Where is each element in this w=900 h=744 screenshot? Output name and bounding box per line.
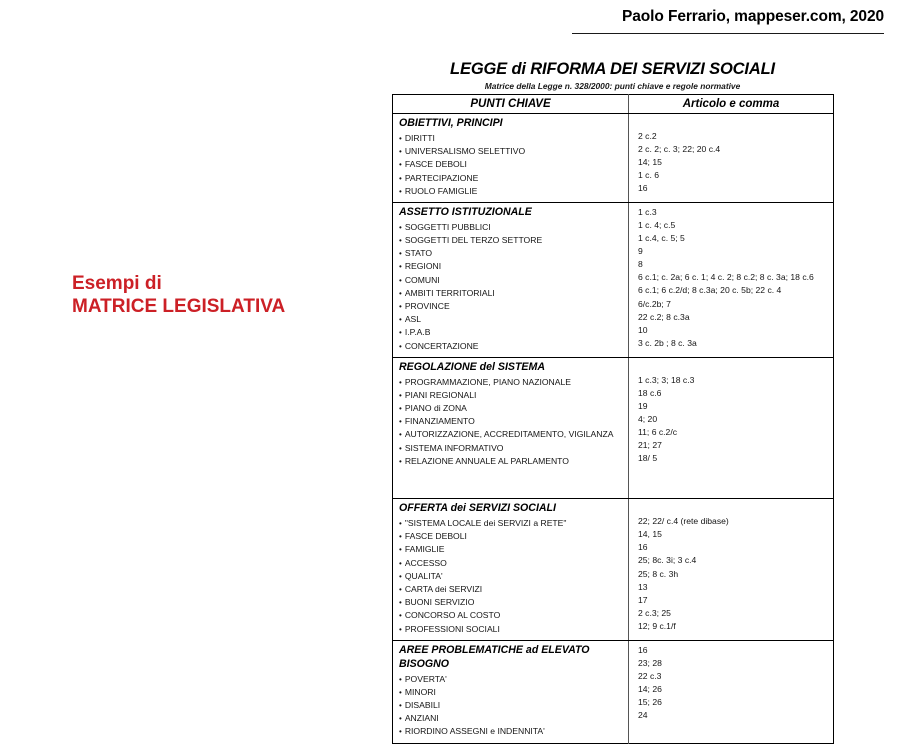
list-item: • AUTORIZZAZIONE, ACCREDITAMENTO, VIGILANZA bbox=[399, 428, 624, 441]
article-reference: 22; 22/ c.4 (rete dibase) bbox=[638, 516, 729, 527]
list-item: • PIANO di ZONA bbox=[399, 402, 624, 415]
section-title: OFFERTA dei SERVIZI SOCIALI bbox=[399, 502, 556, 515]
article-reference: 12; 9 c.1/f bbox=[638, 620, 676, 631]
article-reference: 19 bbox=[638, 401, 648, 412]
matrix-title: LEGGE di RIFORMA DEI SERVIZI SOCIALI bbox=[450, 60, 775, 78]
list-item: • FINANZIAMENTO bbox=[399, 415, 624, 428]
list-item: • CONCORSO AL COSTO bbox=[399, 609, 624, 622]
section-item-list bbox=[399, 517, 624, 636]
table-row bbox=[393, 114, 834, 203]
section-key-cell bbox=[393, 640, 629, 743]
section-article-list bbox=[638, 644, 829, 723]
list-item: • ASL bbox=[399, 313, 624, 326]
section-key-cell bbox=[393, 202, 629, 357]
list-item: • PARTECIPAZIONE bbox=[399, 172, 624, 185]
article-reference: 16 bbox=[638, 644, 648, 655]
list-item: • COMUNI bbox=[399, 274, 624, 287]
article-reference: 6 c.1; c. 2a; 6 c. 1; 4 c. 2; 8 c.2; 8 c. 3a; 18 c.6 bbox=[638, 272, 814, 283]
section-spacer bbox=[399, 468, 624, 494]
article-reference: 22 c.3 bbox=[638, 670, 662, 681]
section-article-list bbox=[638, 117, 829, 196]
article-reference: 6 c.1; 6 c.2/d; 8 c.3a; 20 c. 5b; 22 c. 4 bbox=[638, 285, 782, 296]
section-article-list bbox=[638, 206, 829, 350]
section-key-cell bbox=[393, 114, 629, 203]
section-article-cell bbox=[629, 499, 834, 641]
article-reference: 14, 15 bbox=[638, 529, 662, 540]
article-reference: 14; 26 bbox=[638, 683, 662, 694]
list-item: • BUONI SERVIZIO bbox=[399, 596, 624, 609]
list-item: • "SISTEMA LOCALE dei SERVIZI a RETE" bbox=[399, 517, 624, 530]
list-item: • DIRITTI bbox=[399, 132, 624, 145]
article-reference: 25; 8 c. 3h bbox=[638, 568, 679, 579]
legislative-matrix-figure bbox=[392, 60, 833, 744]
article-reference: 18/ 5 bbox=[638, 453, 658, 464]
list-item: • QUALITA' bbox=[399, 570, 624, 583]
list-item: • PROGRAMMAZIONE, PIANO NAZIONALE bbox=[399, 376, 624, 389]
list-item: • CARTA dei SERVIZI bbox=[399, 583, 624, 596]
list-item: • UNIVERSALISMO SELETTIVO bbox=[399, 145, 624, 158]
list-item: • RELAZIONE ANNUALE AL PARLAMENTO bbox=[399, 455, 624, 468]
section-title: REGOLAZIONE del SISTEMA bbox=[399, 360, 545, 373]
article-reference: 21; 27 bbox=[638, 440, 662, 451]
credit-divider bbox=[572, 33, 884, 34]
article-reference bbox=[638, 502, 829, 515]
section-article-cell bbox=[629, 357, 834, 498]
article-reference: 15; 26 bbox=[638, 697, 662, 708]
section-article-cell bbox=[629, 202, 834, 357]
article-reference: 9 bbox=[638, 246, 643, 257]
list-item: • SOGGETTI DEL TERZO SETTORE bbox=[399, 234, 624, 247]
table-header-row bbox=[393, 95, 834, 114]
list-item: • ANZIANI bbox=[399, 712, 624, 725]
article-reference: 24 bbox=[638, 710, 648, 721]
section-article-cell bbox=[629, 114, 834, 203]
article-reference bbox=[638, 361, 829, 374]
article-reference: 1 c. 6 bbox=[638, 170, 660, 181]
section-spacer bbox=[638, 466, 829, 492]
article-reference: 14; 15 bbox=[638, 157, 662, 168]
section-title: ASSETTO ISTITUZIONALE bbox=[399, 205, 532, 218]
list-item: • SISTEMA INFORMATIVO bbox=[399, 442, 624, 455]
list-item: • FASCE DEBOLI bbox=[399, 530, 624, 543]
section-title: OBIETTIVI, PRINCIPI bbox=[399, 117, 503, 129]
section-key-cell bbox=[393, 499, 629, 641]
table-row bbox=[393, 640, 834, 743]
article-reference: 23; 28 bbox=[638, 657, 662, 668]
table-row bbox=[393, 499, 834, 641]
section-item-list bbox=[399, 376, 624, 468]
list-item: • PIANI REGIONALI bbox=[399, 389, 624, 402]
article-reference: 17 bbox=[638, 594, 648, 605]
article-reference: 2 c. 2; c. 3; 22; 20 c.4 bbox=[638, 144, 721, 155]
table-body bbox=[393, 114, 834, 744]
table-row bbox=[393, 202, 834, 357]
column-header-punti-chiave: PUNTI CHIAVE bbox=[393, 95, 629, 114]
list-item: • ACCESSO bbox=[399, 557, 624, 570]
article-reference: 1 c. 4; c.5 bbox=[638, 220, 676, 230]
caption-line-2: MATRICE LEGISLATIVA bbox=[72, 296, 286, 318]
article-reference: 1 c.3; 3; 18 c.3 bbox=[638, 374, 695, 385]
column-header-articolo-comma: Articolo e comma bbox=[629, 95, 834, 114]
list-item: • CONCERTAZIONE bbox=[399, 340, 624, 353]
article-reference: 2 c.3; 25 bbox=[638, 607, 671, 618]
list-item: • DISABILI bbox=[399, 699, 624, 712]
article-reference: 8 bbox=[638, 259, 643, 270]
list-item: • RUOLO FAMIGLIE bbox=[399, 185, 624, 198]
matrix-subtitle: Matrice della Legge n. 328/2000: punti chiave e regole normative bbox=[484, 81, 741, 91]
list-item: • STATO bbox=[399, 247, 624, 260]
list-item: • REGIONI bbox=[399, 260, 624, 273]
article-reference: 4; 20 bbox=[638, 414, 658, 425]
article-reference: 16 bbox=[638, 542, 648, 553]
list-item: • PROVINCE bbox=[399, 300, 624, 313]
article-reference: 13 bbox=[638, 581, 648, 592]
article-reference: 16 bbox=[638, 183, 648, 194]
table-row bbox=[393, 357, 834, 498]
list-item: • PROFESSIONI SOCIALI bbox=[399, 623, 624, 636]
list-item: • FASCE DEBOLI bbox=[399, 158, 624, 171]
credit-text: Paolo Ferrario, mappeser.com, 2020 bbox=[622, 8, 884, 25]
list-item: • AMBITI TERRITORIALI bbox=[399, 287, 624, 300]
section-key-cell bbox=[393, 357, 629, 498]
list-item: • SOGGETTI PUBBLICI bbox=[399, 221, 624, 234]
section-item-list bbox=[399, 673, 624, 739]
article-reference: 1 c.3 bbox=[638, 206, 657, 217]
list-item: • MINORI bbox=[399, 686, 624, 699]
article-reference: 10 bbox=[638, 324, 648, 335]
section-article-cell bbox=[629, 640, 834, 743]
list-item: • POVERTA' bbox=[399, 673, 624, 686]
article-reference: 6/c.2b; 7 bbox=[638, 298, 671, 309]
article-reference: 25; 8c. 3i; 3 c.4 bbox=[638, 555, 697, 566]
list-item: • RIORDINO ASSEGNI e INDENNITA' bbox=[399, 725, 624, 738]
article-reference: 22 c.2; 8 c.3a bbox=[638, 311, 690, 322]
list-item: • I.P.A.B bbox=[399, 326, 624, 339]
section-item-list bbox=[399, 132, 624, 198]
article-reference: 2 c.2 bbox=[638, 131, 657, 142]
section-article-list bbox=[638, 361, 829, 466]
article-reference: 3 c. 2b ; 8 c. 3a bbox=[638, 337, 697, 348]
section-title: AREE PROBLEMATICHE ad ELEVATO BISOGNO bbox=[399, 643, 590, 670]
article-reference: 18 c.6 bbox=[638, 387, 662, 398]
section-item-list bbox=[399, 221, 624, 353]
credit-block bbox=[524, 8, 884, 34]
legislative-matrix-table bbox=[392, 94, 834, 744]
article-reference bbox=[638, 117, 829, 130]
article-reference: 1 c.4, c. 5; 5 bbox=[638, 233, 685, 244]
article-reference: 11; 6 c.2/c bbox=[638, 427, 678, 438]
slide-caption bbox=[72, 272, 285, 319]
caption-line-1: Esempi di bbox=[72, 273, 162, 294]
list-item: • FAMIGLIE bbox=[399, 543, 624, 556]
section-article-list bbox=[638, 502, 829, 633]
